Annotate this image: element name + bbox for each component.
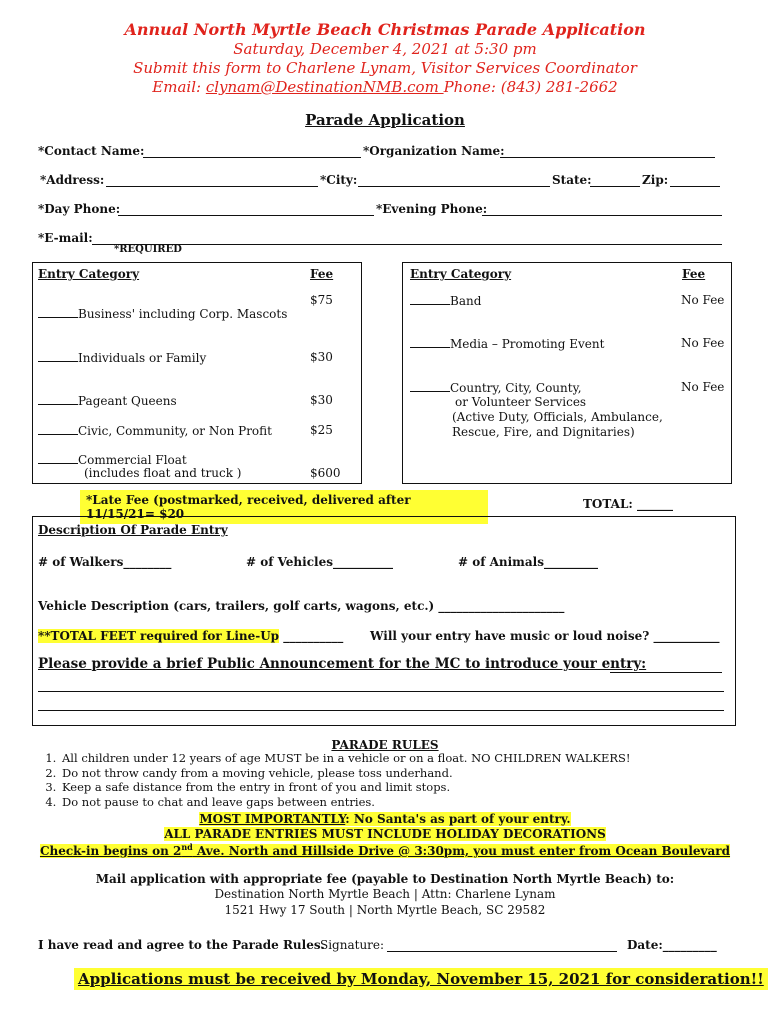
signature-field[interactable]: [387, 938, 617, 952]
rules-list: [18, 751, 631, 809]
zip-field[interactable]: [670, 173, 720, 187]
list-item[interactable]: [410, 380, 582, 395]
checkin-note: [0, 842, 770, 858]
list-item[interactable]: [38, 452, 187, 467]
checkin-text-1: Check-in begins on 2: [39, 844, 182, 858]
entry-category-label: Media – Promoting Event: [450, 337, 605, 351]
important-label: MOST IMPORTANTLY: [199, 812, 346, 826]
day-phone-label: *Day Phone:: [38, 202, 121, 216]
entry-category-label: Individuals or Family: [78, 351, 207, 365]
agree-text: I have read and agree to the Parade Rules.: [38, 938, 325, 952]
state-field[interactable]: [590, 173, 640, 187]
deadline-banner: Applications must be received by Monday, November 15, 2021 for consideration!!: [74, 968, 768, 990]
left-category-header: Entry Category: [38, 267, 140, 281]
email-label: Email:: [152, 78, 206, 96]
list-item: 2. Do not throw candy from a moving vehicle, please toss underhand.: [60, 766, 631, 781]
important-text: : No Santa's as part of your entry.: [345, 812, 571, 826]
zip-label: Zip:: [642, 173, 669, 187]
entry-category-label: Civic, Community, or Non Profit: [78, 424, 272, 438]
header-line-3: Submit this form to Charlene Lynam, Visitor Services Coordinator: [133, 59, 637, 77]
header-line-2: Saturday, December 4, 2021 at 5:30 pm: [233, 40, 537, 58]
right-category-header: Entry Category: [410, 267, 512, 281]
walkers-field[interactable]: # of Walkers________: [38, 555, 172, 569]
checkin-sup: nd: [181, 842, 193, 852]
checkin-text-2: Ave. North and Hillside Drive @ 3:30pm, you must enter from Ocean Boulevard: [192, 844, 731, 858]
entry-category-label: Business' including Corp. Mascots: [78, 307, 288, 321]
total-feet-label: **TOTAL FEET required for Line-Up: [38, 629, 280, 643]
entry-category-sublabel: (Active Duty, Officials, Ambulance,: [452, 410, 663, 424]
total-field[interactable]: TOTAL: ______: [583, 497, 674, 511]
entry-fee: No Fee: [681, 293, 725, 307]
decorations-note: [0, 827, 770, 841]
email-field-label: *E-mail:: [38, 231, 93, 245]
email-input-field[interactable]: [92, 231, 722, 245]
list-item: 3. Keep a safe distance from the entry in front of you and limit stops.: [60, 780, 631, 795]
entry-category-label: Country, City, County,: [450, 381, 582, 395]
state-label: State:: [552, 173, 592, 187]
list-item: 4. Do not pause to chat and leave gaps between entries.: [60, 795, 631, 810]
entry-category-sublabel: (includes float and truck ): [84, 466, 242, 480]
address-label: *Address:: [40, 173, 105, 187]
rules-title: PARADE RULES: [331, 738, 439, 752]
form-title: Parade Application: [305, 111, 465, 129]
entry-fee: $30: [310, 393, 333, 407]
list-item[interactable]: [38, 393, 177, 408]
entry-category-sublabel: Rescue, Fire, and Dignitaries): [452, 425, 635, 439]
date-field[interactable]: Date:_________: [627, 938, 717, 952]
list-item[interactable]: [38, 423, 272, 438]
list-item[interactable]: [38, 350, 206, 365]
evening-phone-label: *Evening Phone:: [376, 202, 488, 216]
animals-field[interactable]: # of Animals_________: [458, 555, 598, 569]
entry-category-sublabel: or Volunteer Services: [455, 395, 587, 409]
entry-category-label: Commercial Float: [78, 453, 187, 467]
vehicle-description-field[interactable]: Vehicle Description (cars, trailers, golf carts, wagons, etc.) _____________________: [38, 599, 565, 613]
important-note: [0, 812, 770, 826]
vehicles-field[interactable]: # of Vehicles__________: [246, 555, 393, 569]
decorations-text: ALL PARADE ENTRIES MUST INCLUDE HOLIDAY DECORATIONS: [164, 827, 606, 841]
entry-fee: No Fee: [681, 380, 725, 394]
late-fee-note: *Late Fee (postmarked, received, delivered after 11/15/21= $20: [80, 490, 488, 524]
entry-category-label: Band: [450, 294, 482, 308]
list-item[interactable]: [410, 293, 481, 308]
signature-label: Signature:: [320, 938, 385, 952]
announcement-line-2[interactable]: [38, 678, 724, 692]
city-label: *City:: [320, 173, 358, 187]
entry-fee: No Fee: [681, 336, 725, 350]
contact-name-label: *Contact Name:: [38, 144, 145, 158]
entry-fee: $30: [310, 350, 333, 364]
description-title: Description Of Parade Entry: [38, 523, 228, 537]
city-field[interactable]: [358, 173, 550, 187]
organization-name-field[interactable]: [500, 144, 715, 158]
evening-phone-field[interactable]: [482, 202, 722, 216]
announcement-line-3[interactable]: [38, 697, 724, 711]
organization-name-label: *Organization Name:: [363, 144, 505, 158]
phone-text: Phone: (843) 281-2662: [443, 78, 618, 96]
day-phone-field[interactable]: [118, 202, 374, 216]
announcement-line-1[interactable]: [610, 659, 722, 673]
description-box: [32, 516, 736, 726]
entry-fee: $75: [310, 293, 333, 307]
required-note: *REQUIRED: [114, 244, 182, 255]
total-feet-field[interactable]: [38, 629, 343, 643]
mail-line-1: Mail application with appropriate fee (payable to Destination North Myrtle Beach) to:: [95, 872, 675, 886]
entry-fee: $25: [310, 423, 333, 437]
mail-line-2: Destination North Myrtle Beach | Attn: Charlene Lynam: [214, 887, 556, 901]
header-line-1: Annual North Myrtle Beach Christmas Parade Application: [124, 20, 646, 39]
announcement-label: Please provide a brief Public Announcement for the MC to introduce your entry:: [38, 656, 647, 672]
music-field[interactable]: Will your entry have music or loud noise? ___________: [370, 629, 720, 643]
contact-name-field[interactable]: [143, 144, 361, 158]
right-fee-header: Fee: [682, 267, 706, 281]
header-contact: [0, 78, 770, 96]
total-feet-blank: __________: [279, 629, 344, 643]
list-item: 1. All children under 12 years of age MUST be in a vehicle or on a float. NO CHILDREN WALKERS!: [60, 751, 631, 766]
left-fee-header: Fee: [310, 267, 334, 281]
entry-fee: $600: [310, 466, 341, 480]
email-link[interactable]: clynam@DestinationNMB.com: [205, 78, 444, 96]
entry-category-label: Pageant Queens: [78, 394, 177, 408]
mail-line-3: 1521 Hwy 17 South | North Myrtle Beach, SC 29582: [224, 903, 546, 917]
list-item[interactable]: [38, 306, 287, 321]
list-item[interactable]: [410, 336, 604, 351]
address-field[interactable]: [106, 173, 318, 187]
